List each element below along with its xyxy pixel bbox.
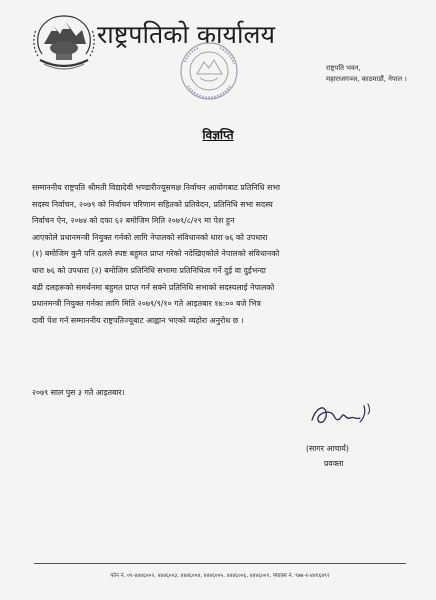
footer-contact: फोन नं. ०१-४४४६००२, ४४४६००३, ४४४६००४, ४४४६००५, ४४४६००६, ४४४६००९, फ्याक्स नं. ९७७-१-४४१६४९२ [110,573,330,579]
notice-body [32,180,404,329]
office-title: राष्ट्रपतिको कार्यालय [97,20,275,49]
address-line-2: महाराजगञ्ज, काठमाडौं, नेपाल । [326,75,407,83]
notice-line: सम्माननीय राष्ट्रपति श्रीमती विद्यादेवी भण्डारीज्यूसमक्ष निर्वाचन आयोगबाट प्रतिनिधि सभा [32,183,281,192]
office-seal-stamp [176,40,242,102]
notice-line: निर्वाचन ऐन, २०७४ को दफा ६२ बमोजिम मिति २०७९/८/२९ मा पेश हुन [32,216,235,226]
nepal-emblem-logo [30,10,98,72]
address-line-1: राष्ट्रपति भवन, [326,64,361,72]
footer-divider [34,563,406,564]
notice-title: विज्ञप्ति [202,128,234,142]
notice-date: २०७९ साल पुस ३ गते आइतबार। [32,388,125,397]
signatory-name: (सागर आचार्य) [306,444,349,453]
notice-line: बढी दलहरूको समर्थनमा बहुमत प्राप्त गर्न सक्ने प्रतिनिधि सभाको सदस्यलाई नेपालको [32,282,275,292]
notice-line: प्रधानमन्त्री नियुक्त गर्नका लागि मिति २०७९/९/१० गते आइतबार १७:०० बजे भित्र [32,299,261,309]
signatory-role: प्रवक्ता [324,459,344,468]
office-address [326,63,407,85]
notice-line: सदस्य निर्वाचन, २०७९ को निर्वाचन परिणाम सहितको प्रतिवेदन, प्रतिनिधि सभा सदस्य [32,199,273,209]
notice-line: दावी पेश गर्न सम्माननीय राष्ट्रपतिज्यूबाट आह्वान भएको व्यहोरा अनुरोध छ । [32,315,244,325]
handwritten-signature [308,398,378,432]
notice-line: धारा ७६ को उपधारा (२) बमोजिम प्रतिनिधि सभामा प्रतिनिधित्व गर्ने दुई वा दुईभन्दा [32,265,266,275]
notice-line: (१) बमोजिम कुनै पनि दलले स्पष्ट बहुमत प्राप्त गरेको नदेखिएकोले नेपालको संविधानको [32,249,280,259]
notice-line: आएकोले प्रधानमन्त्री नियुक्त गर्नको लागि नेपालको संविधानको धारा ७६ को उपधारा [32,232,268,242]
